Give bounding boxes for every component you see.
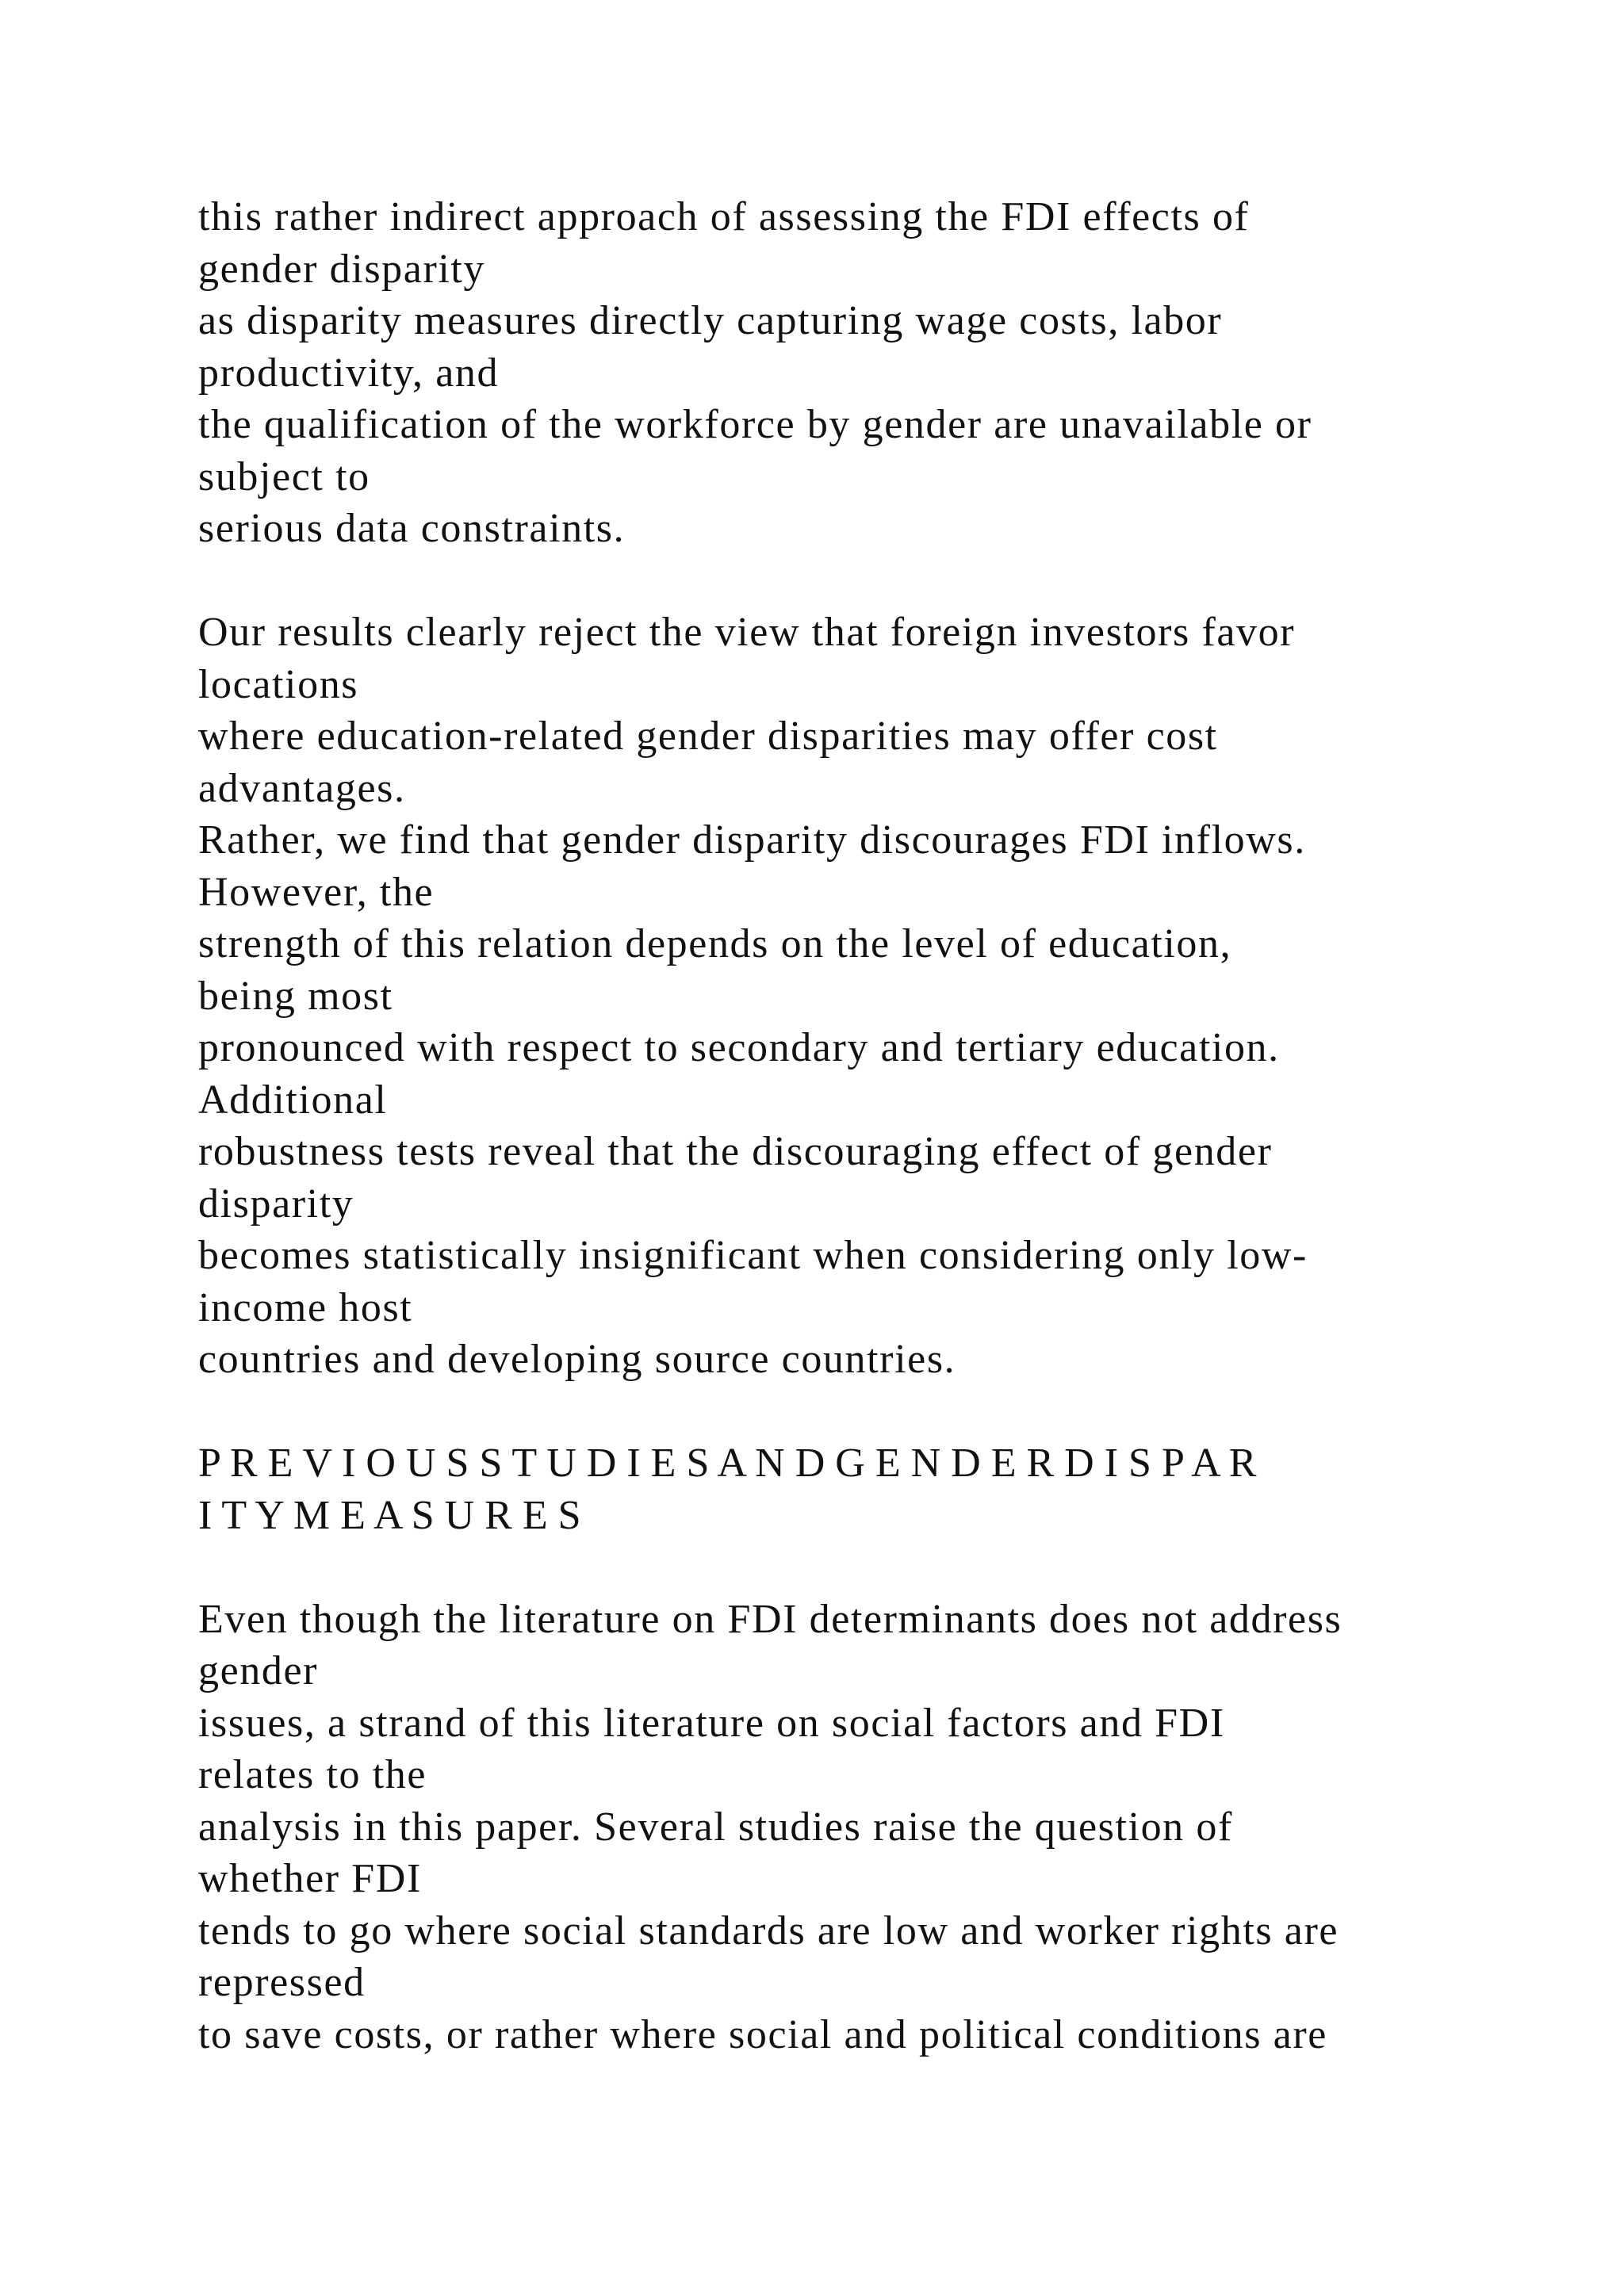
text-line: analysis in this paper. Several studies raise the question of <box>198 1804 1233 1850</box>
text-line: productivity, and <box>198 350 500 396</box>
text-line: locations <box>198 661 359 707</box>
text-line: subject to <box>198 453 370 499</box>
text-line: the qualification of the workforce by gender are unavailable or <box>198 402 1312 447</box>
text-line: where education-related gender disparities may offer cost <box>198 714 1218 759</box>
text-line: pronounced with respect to secondary and tertiary education. <box>198 1025 1280 1070</box>
paragraph-2 <box>198 607 1594 1386</box>
paragraph-spacer <box>198 555 1594 607</box>
text-line: robustness tests reveal that the discouraging effect of gender <box>198 1129 1273 1174</box>
text-line: Our results clearly reject the view that foreign investors favor <box>198 610 1296 655</box>
text-line: Even though the literature on FDI determinants does not address <box>198 1596 1342 1642</box>
text-line: countries and developing source countries. <box>198 1337 956 1382</box>
text-line: tends to go where social standards are low and worker rights are <box>198 1908 1339 1954</box>
text-line: becomes statistically insignificant when considering only low- <box>198 1233 1308 1278</box>
paragraph-1 <box>198 191 1594 555</box>
text-line: strength of this relation depends on the level of education, <box>198 921 1232 966</box>
text-line: this rather indirect approach of assessing the FDI effects of <box>198 194 1250 239</box>
text-line: gender disparity <box>198 246 486 292</box>
paragraph-spacer <box>198 1541 1594 1594</box>
text-line: Additional <box>198 1077 388 1123</box>
text-line: serious data constraints. <box>198 506 626 551</box>
text-line: Rather, we find that gender disparity discourages FDI inflows. <box>198 817 1306 863</box>
paragraph-3 <box>198 1594 1594 2061</box>
text-line: gender <box>198 1648 319 1693</box>
section-heading <box>198 1437 1594 1541</box>
document-text <box>198 191 1594 2061</box>
text-line: advantages. <box>198 765 406 811</box>
text-line: to save costs, or rather where social and political conditions are <box>198 2011 1327 2057</box>
heading-line: I T Y M E A S U R E S <box>198 1492 581 1538</box>
text-line: disparity <box>198 1181 354 1226</box>
text-line: relates to the <box>198 1752 427 1797</box>
text-line: being most <box>198 973 393 1019</box>
paragraph-spacer <box>198 1386 1594 1438</box>
text-line: repressed <box>198 1960 366 2005</box>
text-line: issues, a strand of this literature on social factors and FDI <box>198 1700 1225 1746</box>
text-line: However, the <box>198 869 435 915</box>
heading-line: P R E V I O U S S T U D I E S A N D G E N D E R D I S P A R <box>198 1441 1257 1486</box>
text-line: whether FDI <box>198 1856 422 1901</box>
text-line: income host <box>198 1284 413 1330</box>
text-line: as disparity measures directly capturing wage costs, labor <box>198 298 1223 343</box>
